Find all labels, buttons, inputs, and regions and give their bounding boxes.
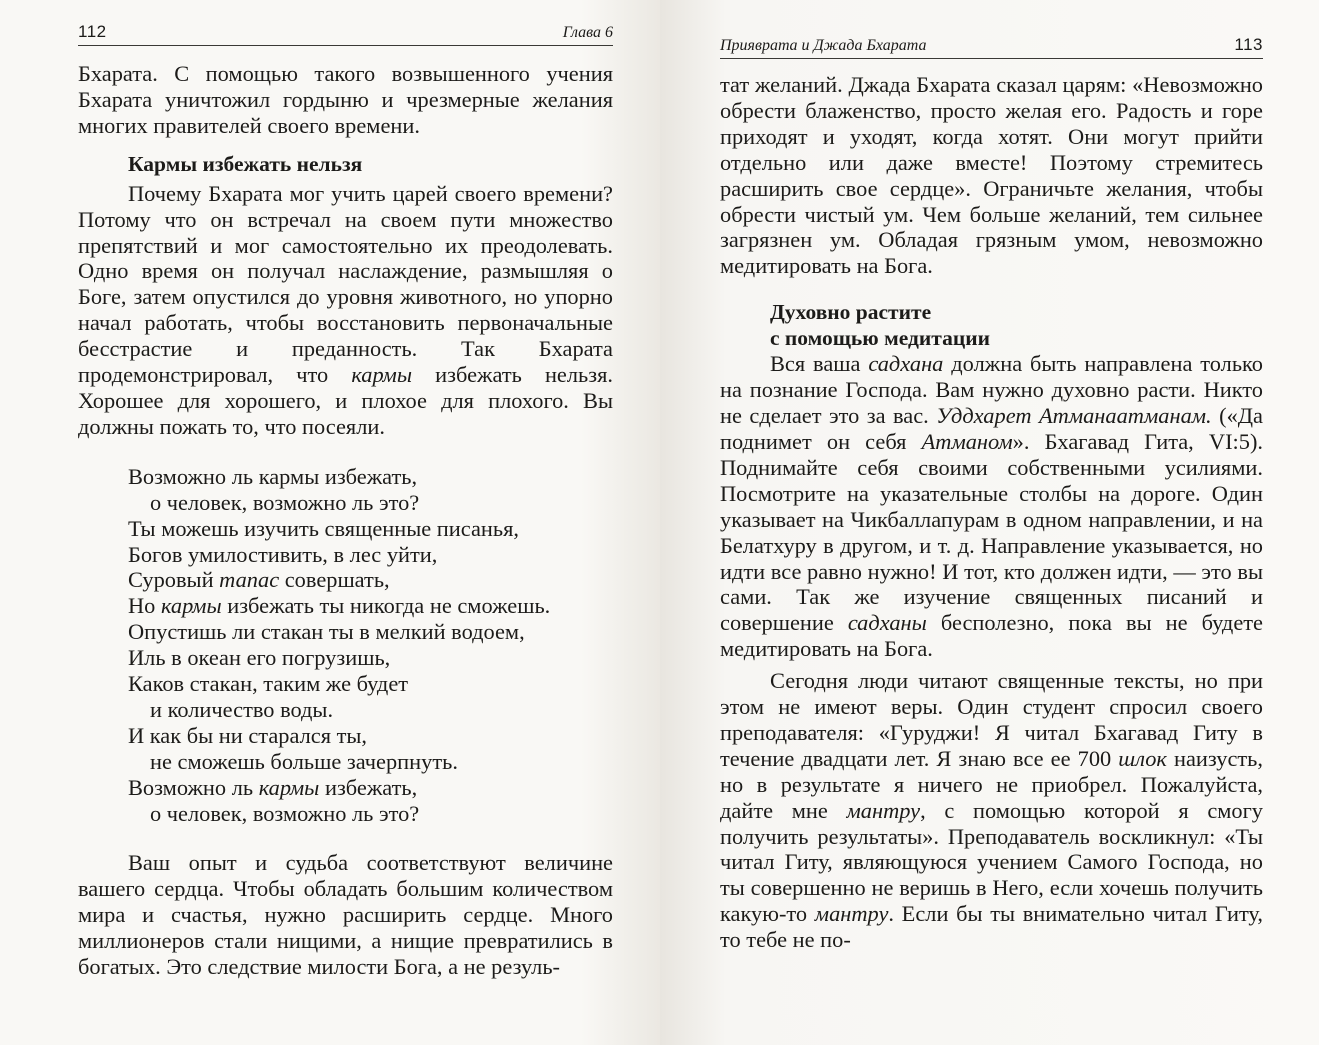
verse-line: о человек, возможно ль это?: [150, 489, 420, 515]
verse-line: Богов умилостивить, в лес уйти,: [128, 541, 438, 567]
verse-line: Ты можешь изучить священные писанья,: [128, 515, 520, 541]
paragraph: тат желаний. Джада Бхарата сказал царям: «Невозможно обрести блаженство, просто желая его. Радость и горе приходят и уходят, когда хотят. Они могут прийти отдельно или даже вместе! Поэтому стремитесь расширить свое сердце». Ограничьте желания, чтобы обрести чистый ум. Чем больше желаний, тем сильнее загрязнен ум. Обладая грязным умом, невозможно медитировать на Бога.: [720, 72, 1263, 279]
left-page-header: [78, 20, 613, 46]
verse-line: о человек, возможно ль это?: [150, 800, 420, 826]
verse-line: И как бы ни старался ты,: [128, 722, 368, 748]
running-head: Глава 6: [562, 24, 613, 41]
verse-line: и количество воды.: [150, 696, 334, 722]
right-page: [660, 0, 1319, 1045]
verse: [78, 464, 613, 827]
page-number: 112: [78, 22, 107, 41]
section-heading-line: с помощью медитации: [770, 326, 990, 351]
running-head: Приявратa и Джада Бхарата: [720, 37, 927, 54]
section-heading: Кармы избежать нельзя: [128, 151, 363, 176]
left-page-body: [78, 61, 613, 980]
paragraph: Вся ваша садхана должна быть направлена только на познание Господа. Вам нужно духовно расти. Никто не сделает это за вас. Уддхарет Атманаатманам. («Да поднимет он себя Атманом». Бхагавад Гита, VI:5). Поднимайте себя своими собственными усилиями. Посмотрите на указательные столбы на дороге. Один указывает на Чикбаллапурам в одном направлении, и на Белатхуру в другом, и т. д. Направление указывается, но идти все равно нужно! И тот, кто должен идти, — это вы сами. Так же изучение священных писаний и совершение садханы бесполезно, пока вы не будете медитировать на Бога.: [720, 351, 1263, 662]
verse-line: Иль в океан его погрузишь,: [128, 645, 391, 671]
verse-line: Возможно ль кармы избежать,: [128, 463, 418, 489]
verse-line: Возможно ль кармы избежать,: [128, 774, 418, 800]
paragraph: Ваш опыт и судьба соответствуют величине вашего сердца. Чтобы обладать большим количеством мира и счастья, нужно расширить сердце. Много миллионеров стали нищими, а нищие превратились в богатых. Это следствие милости Бога, а не резуль-: [78, 850, 613, 980]
section-heading-line: Духовно растите: [770, 300, 932, 325]
right-page-header: [720, 33, 1263, 59]
verse-line: Опустишь ли стакан ты в мелкий водоем,: [128, 619, 525, 645]
paragraph: Почему Бхарата мог учить царей своего времени? Потому что он встречал на своем пути множество препятствий и мог самостоятельно их преодолевать. Одно время он получал наслаждение, размышляя о Боге, затем опустился до уровня животного, но упорно начал работать, чтобы восстановить первоначальные бесстрастие и преданность. Так Бхарата продемонстрировал, что кармы избежать нельзя. Хорошее для хорошего, и плохое для плохого. Вы должны пожать то, что посеяли.: [78, 180, 613, 439]
verse-line: Суровый тапас совершать,: [128, 567, 390, 593]
page-number: 113: [1234, 35, 1263, 54]
verse-line: не сможешь больше зачерпнуть.: [150, 748, 458, 774]
verse-line: Но кармы избежать ты никогда не сможешь.: [128, 593, 551, 619]
right-page-body: [720, 72, 1263, 953]
verse-line: Каков стакан, таким же будет: [128, 671, 409, 697]
section-heading: [720, 299, 1263, 351]
paragraph: Бхарата. С помощью такого возвышенного учения Бхарата уничтожил гордыню и чрезмерные желания многих правителей своего времени.: [78, 61, 613, 138]
paragraph: Сегодня люди читают священные тексты, но при этом не имеют веры. Один студент спросил своего преподавателя: «Гуруджи! Я читал Бхагавад Гиту в течение двадцати лет. Я знаю все ее 700 шлок наизусть, но в результате я ничего не приобрел. Пожалуйста, дайте мне мантру, с помощью которой я смогу получить результаты». Преподаватель воскликнул: «Ты читал Гиту, являющуюся учением Самого Господа, но ты совершенно не веришь в Него, если хочешь получить какую-то мантру. Если бы ты внимательно читал Гиту, то тебе не по-: [720, 668, 1263, 953]
